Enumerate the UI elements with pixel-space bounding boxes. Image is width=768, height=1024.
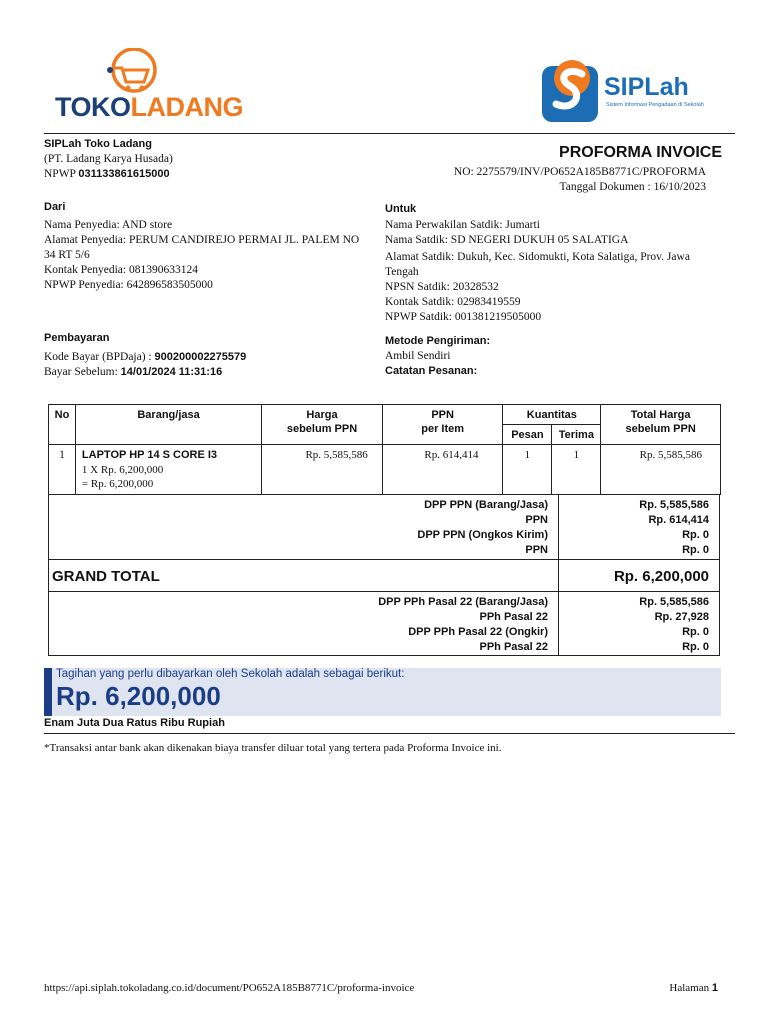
item-detail: = Rp. 6,200,000 — [81, 478, 154, 490]
col-header-pesan: Pesan — [503, 425, 552, 445]
to-line: Kontak Satdik: 02983419559 — [385, 296, 521, 308]
summary-value: Rp. 27,928 — [654, 611, 709, 623]
summary-value: Rp. 0 — [682, 529, 709, 541]
row-price: Rp. 5,585,586 — [262, 445, 383, 495]
col-header-price: Harga sebelum PPN — [262, 405, 383, 445]
col-header-ppn: PPN per Item — [382, 405, 503, 445]
payment-block — [44, 332, 246, 380]
siplah-tagline: Sistem Informasi Pengadaan di Sekolah — [606, 102, 704, 108]
bill-panel — [44, 668, 721, 716]
row-item — [75, 445, 261, 495]
summary-label: PPN — [525, 514, 548, 526]
col-header-total: Total Harga sebelum PPN — [601, 405, 721, 445]
document-number: NO: 2275579/INV/PO652A185B8771C/PROFORMA — [453, 166, 706, 178]
document-date: Tanggal Dokumen : 16/10/2023 — [559, 181, 706, 193]
from-line: Kontak Penyedia: 081390633124 — [44, 264, 198, 276]
seller-company: (PT. Ladang Karya Husada) — [44, 153, 173, 165]
col-header-item: Barang/jasa — [75, 405, 261, 445]
order-notes-heading: Catatan Pesanan: — [385, 365, 478, 377]
seller-npwp: NPWP 031133861615000 — [44, 168, 170, 180]
row-total: Rp. 5,585,586 — [601, 445, 721, 495]
summary-value: Rp. 614,414 — [648, 514, 709, 526]
to-heading: Untuk — [385, 203, 417, 215]
tokoladang-logo — [52, 48, 244, 128]
from-block — [44, 201, 384, 293]
shipping-block — [385, 334, 490, 379]
bill-divider — [44, 733, 735, 734]
siplah-mark-icon — [538, 56, 602, 124]
ppn-summary — [48, 494, 720, 560]
grand-total-value: Rp. 6,200,000 — [613, 568, 709, 585]
grand-total-label: GRAND TOTAL — [52, 568, 160, 585]
summary-value: Rp. 5,585,586 — [639, 596, 709, 608]
seller-name: SIPLah Toko Ladang — [44, 138, 152, 150]
item-name: LAPTOP HP 14 S CORE I3 — [81, 449, 218, 461]
summary-label: PPN — [525, 544, 548, 556]
bill-amount-words: Enam Juta Dua Ratus Ribu Rupiah — [44, 717, 225, 729]
summary-label: DPP PPh Pasal 22 (Ongkir) — [408, 626, 548, 638]
from-line: 34 RT 5/6 — [44, 249, 90, 261]
item-detail: 1 X Rp. 6,200,000 — [81, 464, 164, 476]
grand-total-row — [48, 559, 720, 592]
table-row — [49, 445, 721, 495]
siplah-wordmark: SIPLah — [604, 73, 689, 101]
summary-value: Rp. 5,585,586 — [639, 499, 709, 511]
items-table — [48, 404, 721, 495]
from-heading: Dari — [44, 201, 66, 213]
page-number: Halaman 1 — [669, 982, 718, 994]
siplah-logo — [538, 56, 728, 126]
col-header-no: No — [49, 405, 76, 445]
summary-label: DPP PPh Pasal 22 (Barang/Jasa) — [378, 596, 548, 608]
row-ppn: Rp. 614,414 — [382, 445, 503, 495]
bill-accent-bar — [44, 668, 52, 716]
payment-deadline: Bayar Sebelum: 14/01/2024 11:31:16 — [44, 366, 223, 378]
pph-summary — [48, 591, 720, 656]
col-header-terima: Terima — [552, 425, 601, 445]
from-line: Nama Penyedia: AND store — [44, 219, 173, 231]
tokoladang-wordmark: TOKOLADANG — [55, 92, 244, 122]
cart-icon — [52, 48, 222, 98]
summary-value: Rp. 0 — [682, 626, 709, 638]
to-line: Nama Perwakilan Satdik: Jumarti — [385, 219, 540, 231]
from-line: Alamat Penyedia: PERUM CANDIREJO PERMAI JL. PALEM NO — [44, 234, 360, 246]
shipping-heading: Metode Pengiriman: — [385, 335, 491, 347]
to-line: Alamat Satdik: Dukuh, Kec. Sidomukti, Kota Salatiga, Prov. Jawa — [385, 251, 690, 263]
footer-url: https://api.siplah.tokoladang.co.id/document/PO652A185B8771C/proforma-invoice — [44, 982, 415, 994]
summary-label: DPP PPN (Ongkos Kirim) — [417, 529, 548, 541]
summary-value: Rp. 0 — [682, 641, 709, 653]
to-line: NPSN Satdik: 20328532 — [385, 281, 499, 293]
summary-label: PPh Pasal 22 — [479, 611, 548, 623]
summary-label: PPh Pasal 22 — [479, 641, 548, 653]
document-title: PROFORMA INVOICE — [559, 144, 722, 161]
from-line: NPWP Penyedia: 642896583505000 — [44, 279, 213, 291]
row-no: 1 — [49, 445, 76, 495]
row-pesan: 1 — [503, 445, 552, 495]
summary-value: Rp. 0 — [682, 544, 709, 556]
bill-caption: Tagihan yang perlu dibayarkan oleh Sekolah adalah sebagai berikut: — [56, 668, 405, 680]
seller-block — [44, 137, 173, 182]
payment-code: Kode Bayar (BPDaja) : 900200002275579 — [44, 351, 247, 363]
to-line: Tengah — [385, 266, 419, 278]
bill-amount: Rp. 6,200,000 — [56, 681, 221, 711]
header-divider — [44, 133, 735, 134]
to-block — [385, 203, 725, 325]
row-terima: 1 — [552, 445, 601, 495]
summary-label: DPP PPN (Barang/Jasa) — [424, 499, 548, 511]
to-line: Nama Satdik: SD NEGERI DUKUH 05 SALATIGA — [385, 234, 629, 246]
col-header-quantity: Kuantitas — [503, 405, 601, 425]
to-line: NPWP Satdik: 001381219505000 — [385, 311, 542, 323]
payment-heading: Pembayaran — [44, 332, 110, 344]
transfer-note: *Transaksi antar bank akan dikenakan biaya transfer diluar total yang tertera pada Proforma Invoice ini. — [44, 742, 502, 754]
shipping-method: Ambil Sendiri — [385, 350, 451, 362]
